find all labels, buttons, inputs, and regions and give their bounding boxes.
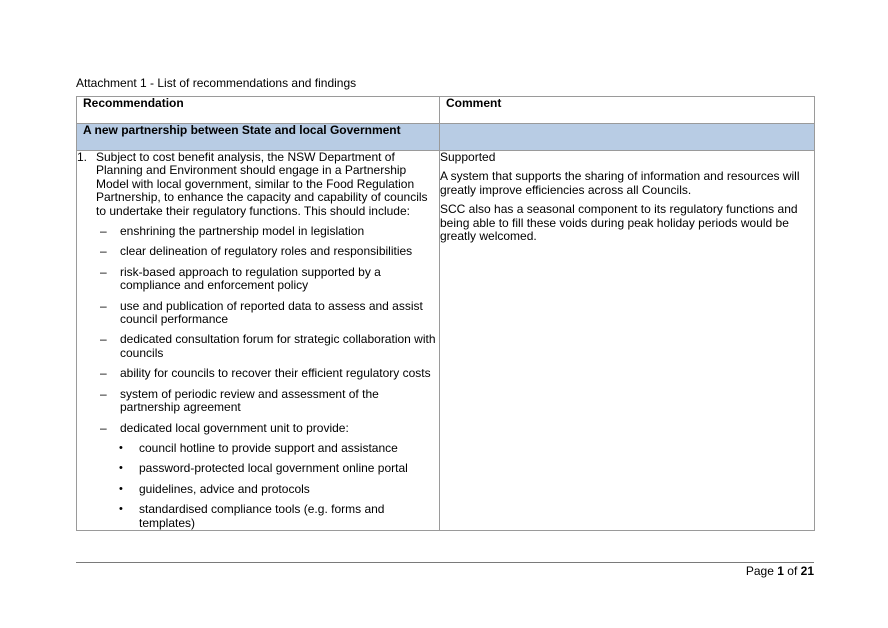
list-item: – dedicated consultation forum for strategic collaboration with councils [77, 333, 439, 360]
list-item: – dedicated local government unit to provide: [77, 422, 439, 435]
page-number: Page 1 of 21 [745, 564, 814, 578]
list-item: – ability for councils to recover their efficient regulatory costs [77, 367, 439, 380]
list-item: – clear delineation of regulatory roles and responsibilities [77, 245, 439, 258]
recommendation-number: 1. [77, 150, 88, 164]
sub-list-item: • guidelines, advice and protocols [77, 483, 439, 496]
recommendation-text: Subject to cost benefit analysis, the NSW Department of Planning and Environment should engage in a Partnership Model with local government, similar to the Food Regulation Partnership, to enhance the capacity and capability of councils to undertake their regulatory functions. This should include: [96, 150, 428, 218]
bullet-marker: • [119, 503, 123, 516]
recommendation-intro [77, 151, 439, 218]
recommendation-cell [77, 151, 440, 531]
section-row [77, 124, 815, 151]
header-comment: Comment [440, 97, 815, 124]
footer-divider [76, 562, 814, 563]
table-header-row [77, 97, 815, 124]
sub-list-item: • council hotline to provide support and assistance [77, 442, 439, 455]
total-pages: 21 [800, 564, 814, 578]
bullet-marker: • [119, 441, 123, 454]
list-item: – risk-based approach to regulation supported by a compliance and enforcement policy [77, 266, 439, 293]
current-page: 1 [777, 564, 784, 578]
dash-marker: – [100, 420, 107, 435]
comment-paragraph: SCC also has a seasonal component to its regulatory functions and being able to fill these voids during peak holiday periods would be greatly welcomed. [440, 202, 798, 244]
bullet-marker: • [119, 482, 123, 495]
dash-marker: – [100, 386, 107, 401]
table-row [77, 151, 815, 531]
dash-marker: – [100, 264, 107, 279]
comment-status: Supported [440, 150, 496, 164]
dash-marker: – [100, 298, 107, 313]
document-caption: Attachment 1 - List of recommendations and findings [76, 76, 357, 90]
section-empty-cell [440, 124, 815, 151]
dash-marker: – [100, 244, 107, 259]
comment-cell [440, 151, 815, 531]
comment-paragraph: A system that supports the sharing of information and resources will greatly improve efficiencies across all Councils. [440, 169, 800, 197]
section-title: A new partnership between State and local Government [77, 124, 440, 151]
list-item: – system of periodic review and assessment of the partnership agreement [77, 388, 439, 415]
list-item: – use and publication of reported data to assess and assist council performance [77, 300, 439, 327]
dash-marker: – [100, 332, 107, 347]
dash-marker: – [100, 224, 107, 239]
sub-list-item: • standardised compliance tools (e.g. forms and templates) [77, 503, 439, 530]
header-recommendation: Recommendation [77, 97, 440, 124]
recommendations-table [76, 96, 815, 531]
list-item: – enshrining the partnership model in legislation [77, 225, 439, 238]
sub-list-item: • password-protected local government online portal [77, 462, 439, 475]
dash-marker: – [100, 366, 107, 381]
bullet-marker: • [119, 462, 123, 475]
